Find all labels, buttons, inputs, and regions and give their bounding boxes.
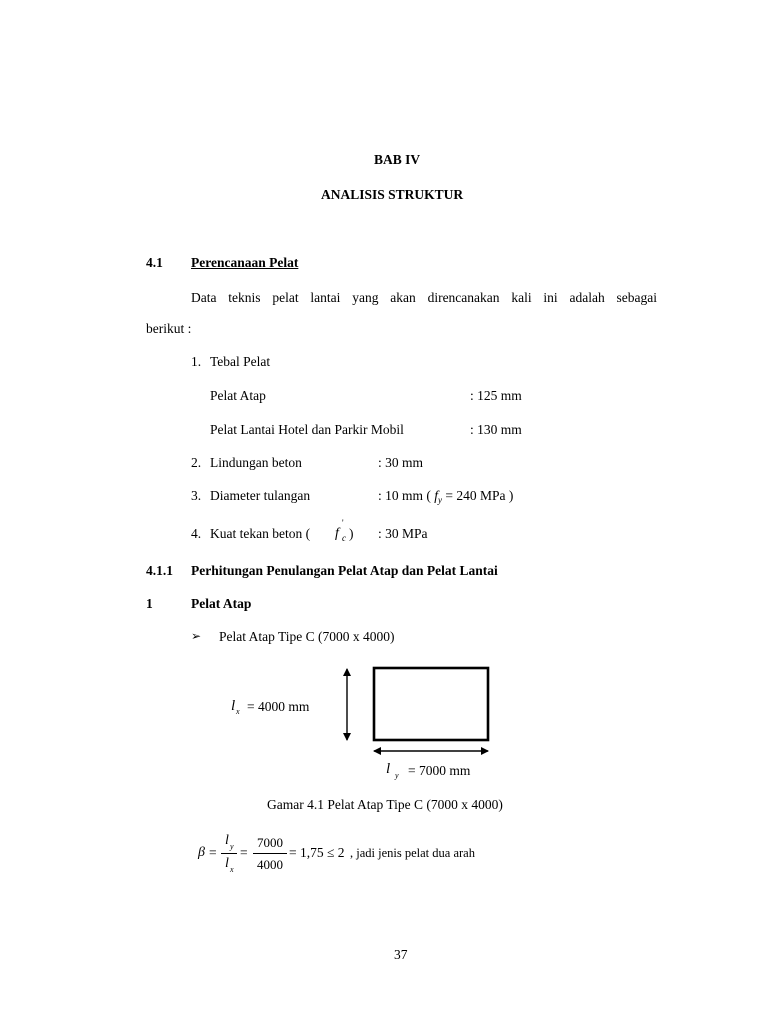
diameter-prefix: : 10 mm ( [378,488,431,503]
list-item-1-label: Tebal Pelat [210,354,271,369]
subsection-number: 4.1.1 [146,563,173,578]
fc-symbol: f [335,526,339,541]
list-item-4-number: 4. [191,526,202,541]
bullet-arrow-icon: ➢ [191,629,202,643]
diameter-suffix: = 240 MPa ) [445,488,514,503]
chapter-number: BAB IV [374,152,421,167]
fy-subscript: y [438,495,443,505]
fy-symbol: f [434,488,439,503]
ly-symbol: l [386,761,391,777]
lx-subscript: x [236,707,240,716]
fc-prime: ' [342,518,344,528]
list-item-3-number: 3. [191,488,202,503]
fc-close-paren: ) [349,526,354,541]
fraction-bar-2 [253,853,287,854]
fc-subscript: c [342,533,346,543]
sub-item-2-value: : 130 mm [470,422,522,437]
list-item-4-label: Kuat tekan beton ( [210,526,311,541]
list-item-2-label: Lindungan beton [210,455,302,470]
subsubsection-number: 1 [146,596,153,611]
chapter-title: ANALISIS STRUKTUR [321,187,464,202]
list-item-2-value: : 30 mm [378,455,424,470]
subsubsection-title: Pelat Atap [191,596,252,611]
lx-value: = 4000 mm [247,699,310,714]
formula-equals-1: = [209,845,217,860]
fraction-bar-1 [221,853,237,854]
fraction-denominator-sub: x [230,865,234,874]
intro-line-2: berikut : [146,321,192,336]
formula-conclusion: , jadi jenis pelat dua arah [350,846,475,860]
beta-symbol: β [198,845,205,860]
figure-caption: Gamar 4.1 Pelat Atap Tipe C (7000 x 4000) [267,797,503,812]
sub-item-1-label: Pelat Atap [210,388,266,403]
page-number: 37 [394,947,408,962]
list-item-3-value [378,489,513,503]
subsection-title: Perhitungan Penulangan Pelat Atap dan Pelat Lantai [191,563,498,578]
formula-equals-2: = [240,845,248,860]
section-title: Perencanaan Pelat [191,255,299,270]
fraction-numerator-sub: y [230,842,234,851]
sub-item-1-value: : 125 mm [470,388,522,403]
section-number: 4.1 [146,255,163,270]
fraction-numerator-value: 7000 [257,835,283,850]
sub-item-2-label: Pelat Lantai Hotel dan Parkir Mobil [210,422,404,437]
fraction-numerator-ly: l [225,833,229,848]
plate-rectangle [374,668,488,740]
lx-symbol: l [231,698,236,714]
fraction-denominator-lx: l [225,856,229,871]
list-item-2-number: 2. [191,455,202,470]
list-item-4-value: : 30 MPa [378,526,428,541]
list-item-1-number: 1. [191,354,202,369]
ly-subscript: y [395,771,399,780]
bullet-text: Pelat Atap Tipe C (7000 x 4000) [219,629,395,644]
fraction-denominator-value: 4000 [257,857,283,872]
formula-result: = 1,75 ≤ 2 [289,845,345,860]
ly-value: = 7000 mm [408,763,471,778]
list-item-3-label: Diameter tulangan [210,488,311,503]
intro-line-1: Data teknis pelat lantai yang akan direncanakan kali ini adalah sebagai [191,290,657,305]
